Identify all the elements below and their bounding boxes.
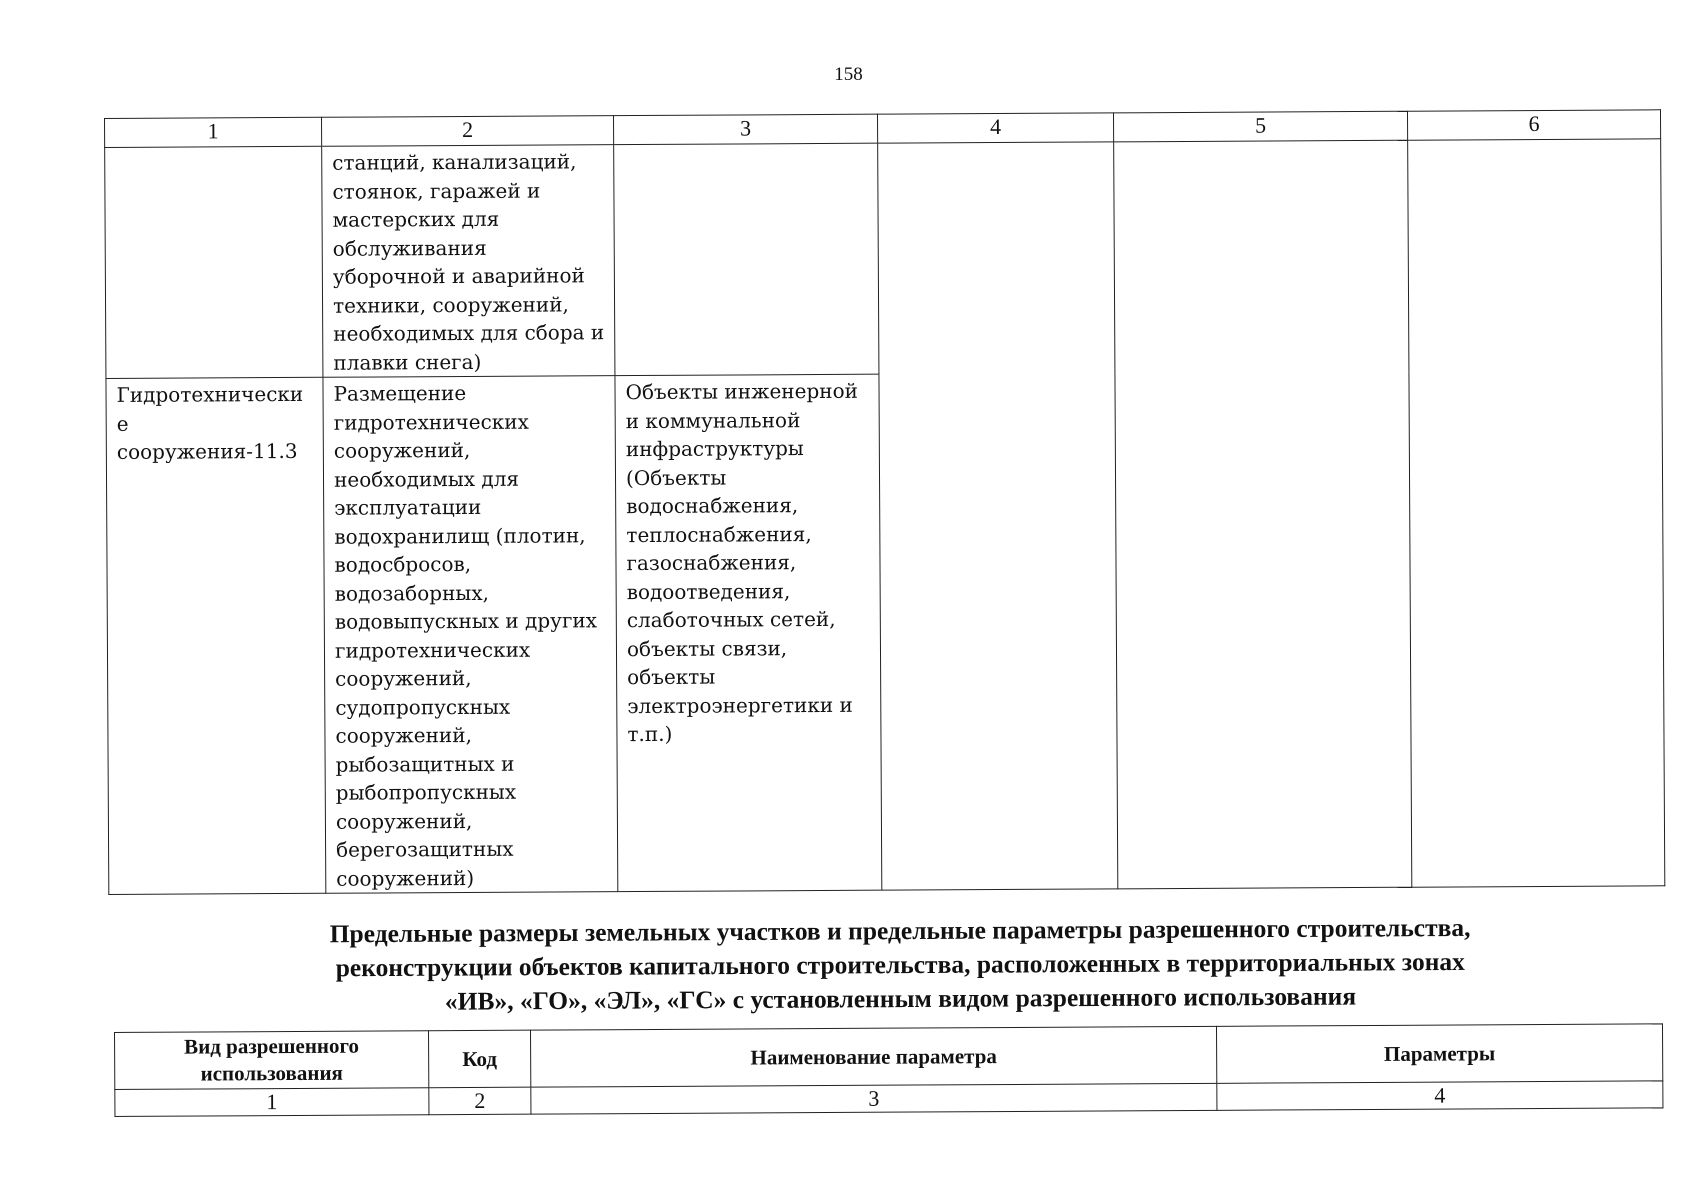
- table-cell-auxiliary-uses: Объекты инженерной и коммунальной инфраструктуры (Объекты водоснабжения, теплоснабжения, газоснабжения, водоотведения, слаботочных сетей, объекты связи, объекты электроэнергетики и т.п.): [615, 374, 882, 891]
- table-row: [105, 139, 1662, 379]
- column-header-3: 3: [613, 114, 877, 144]
- section-title-line-3: «ИВ», «ГО», «ЭЛ», «ГС» с установленным видом разрешенного использования: [444, 981, 1357, 1016]
- table-cell-use-name: [105, 146, 323, 378]
- params-number-1: 1: [115, 1088, 429, 1117]
- params-header-parameters: Параметры: [1216, 1024, 1662, 1083]
- params-header-parameter-name: Наименование параметра: [530, 1026, 1216, 1087]
- column-header-2: 2: [321, 116, 613, 147]
- column-header-1: 1: [105, 117, 322, 147]
- column-header-5: 5: [1113, 111, 1407, 142]
- table-cell-use-name: Гидротехнически е сооружения-11.3: [106, 377, 326, 894]
- table-cell-auxiliary-uses: [614, 143, 879, 375]
- params-table-container: [114, 1023, 1662, 1117]
- zone-uses-table: [104, 109, 1665, 895]
- column-header-6: 6: [1407, 110, 1660, 140]
- params-number-4: 4: [1217, 1081, 1663, 1110]
- table-cell-col6: [1408, 139, 1665, 887]
- params-table: [114, 1023, 1663, 1117]
- params-header-row: [115, 1024, 1663, 1090]
- table-cell-use-description: станций, канализаций, стоянок, гаражей и мастерских для обслуживания уборочной и аварийной техники, сооружений, необходимых для сбора и плавки снега): [322, 145, 615, 378]
- params-number-2: 2: [429, 1087, 531, 1115]
- page-number: 158: [834, 64, 863, 85]
- params-header-code: Код: [428, 1030, 530, 1088]
- table-cell-col5: [1114, 140, 1412, 889]
- column-header-4: 4: [877, 113, 1113, 143]
- table-cell-use-description: Размещение гидротехнических сооружений, необходимых для эксплуатации водохранилищ (плотин, водосбросов, водозаборных, водовыпускных и других гидротехнических сооружений, судопропускных сооружений, рыбозащитных и рыбопропускных сооружений, берегозащитных сооружений): [323, 376, 618, 894]
- section-title: [200, 910, 1601, 1020]
- params-number-3: 3: [531, 1083, 1217, 1114]
- table-cell-col4: [878, 142, 1118, 890]
- params-header-use-type: Вид разрешенного использования: [115, 1031, 429, 1090]
- zone-table-container: [104, 109, 1664, 895]
- section-title-line-1: Предельные размеры земельных участков и предельные параметры разрешенного строительства,: [329, 912, 1471, 949]
- section-title-line-2: реконструкции объектов капитального строительства, расположенных в территориальных зонах: [335, 946, 1465, 983]
